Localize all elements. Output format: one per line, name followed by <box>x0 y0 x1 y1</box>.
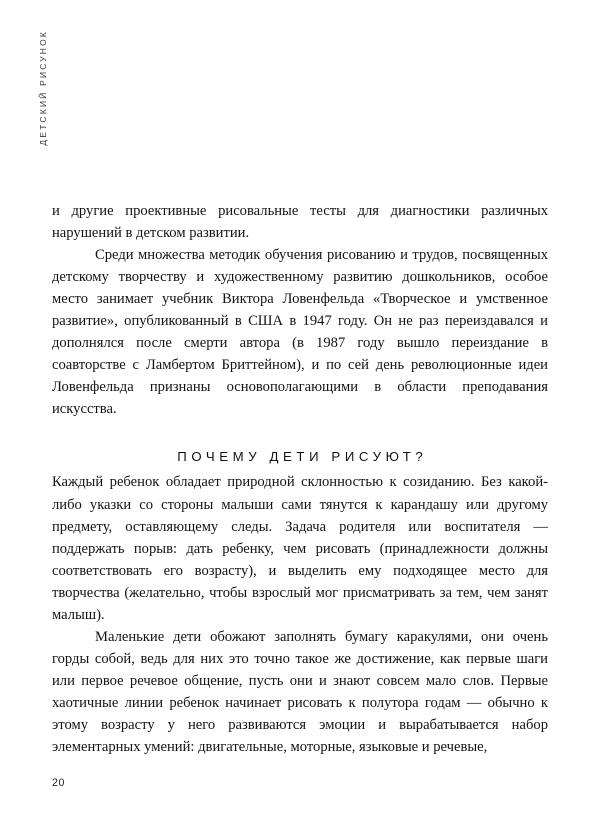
running-head-zone <box>0 0 52 200</box>
paragraph-2: Среди множества методик обучения рисованию и трудов, посвященных детскому творчеству и художественному развитию дошкольников, особое место занимает учебник Виктора Ловенфельда «Творческое и умственное развитие», опубликованный в США в 1947 году. Он не раз переиздавался и дополнялся после смерти автора (в 1987 году вышло переиздание в соавторстве с Ламбертом Бриттейном), и по сей день революционные идеи Ловенфельда признаны основополагающими в области преподавания искусства. <box>52 247 548 418</box>
paragraph-1: и другие проективные рисовальные тесты для диагностики различных нарушений в детском развитии. <box>52 203 548 242</box>
section-heading: ПОЧЕМУ ДЕТИ РИСУЮТ? <box>177 449 428 465</box>
page-number: 20 <box>52 777 65 789</box>
paragraph-3: Каждый ребенок обладает природной склонностью к созиданию. Без какой-либо указки со стороны малыши сами тянутся к карандашу или другому предмету, оставляющему следы. Задача родителя или воспитателя — поддержать порыв: дать ребенку, чем рисовать (принадлежности должны соответствовать его возрасту), и выделить ему подходящее место для творчества (желательно, чтобы взрослый мог присматривать за тем, чем занят малыш). <box>52 474 548 623</box>
heading-spacer-below <box>52 464 548 471</box>
paragraph-4: Маленькие дети обожают заполнять бумагу каракулями, они очень горды собой, ведь для них это точно такое же достижение, как первые шаги или первое речевое общение, пусть они и знают совсем мало слов. Первые хаотичные линии ребенок начинает рисовать к полутора годам — обычно к этому возрасту у него развиваются эмоции и вырабатывается набор элементарных умений: двигательные, моторные, языковые и речевые, <box>52 628 548 756</box>
text-column <box>52 200 548 758</box>
running-head-label: ДЕТСКИЙ РИСУНОК <box>38 30 48 146</box>
heading-spacer-above <box>52 420 548 449</box>
